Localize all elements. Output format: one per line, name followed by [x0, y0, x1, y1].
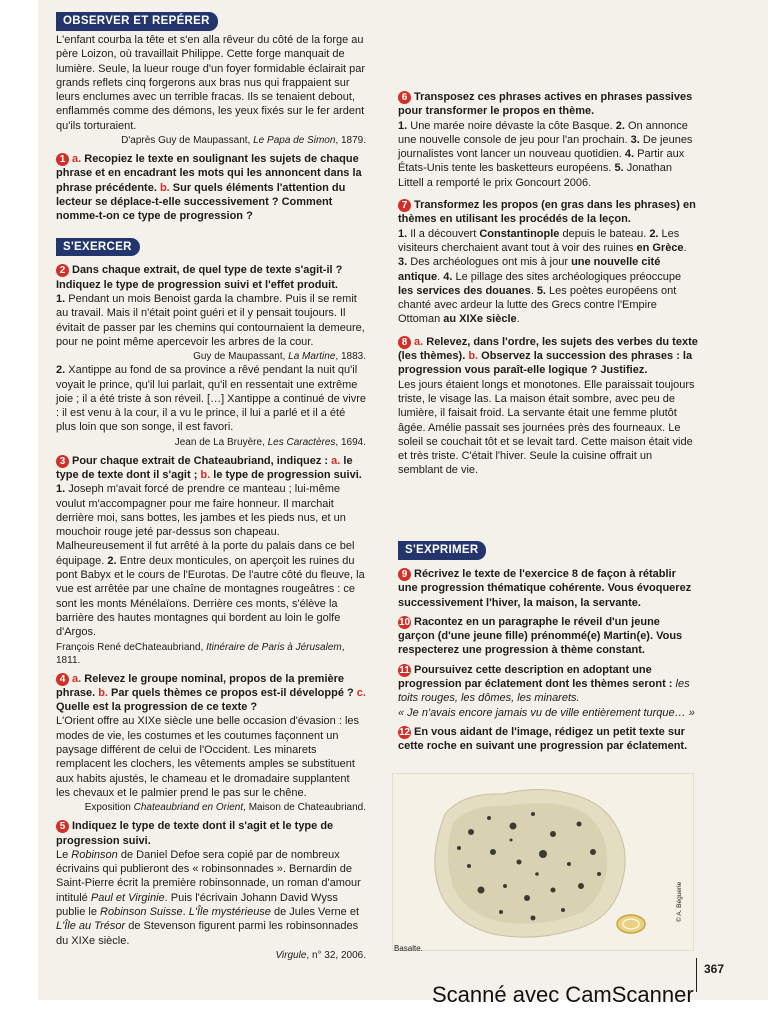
- exercise-1: 1 a. Recopiez le texte en soulignant les sujets de chaque phrase et en encadrant les mots qui les annoncent dans la phrase précédente. b. Sur quels éléments l'attention du lecteur se déplace-t-elle successivement ? Comment nomme-t-on ce type de progression ?: [56, 153, 362, 223]
- exercise-2-source-1: Guy de Maupassant, La Martine, 1883.: [193, 351, 366, 363]
- exercise-11: 11 Poursuivez cette description en adoptant une progression par éclatement dont les thèmes seront : les toits rouges, les dômes, les minarets. « Je n'avais encore jamais vu de ville entièrement turque… »: [398, 663, 695, 719]
- exercise-5-source: Virgule, n° 32, 2006.: [275, 949, 366, 961]
- exercise-3-source: François René deChateaubriand, Itinéraire de Paris à Jérusalem, 1811.: [56, 641, 345, 666]
- intro-source: D'après Guy de Maupassant, Le Papa de Simon, 1879.: [121, 135, 366, 147]
- section-banner-sexercer: S'EXERCER: [56, 238, 140, 257]
- exercise-10: 10 Racontez en un paragraphe le réveil d'un jeune garçon (d'une jeune fille) prénommé(e) Martin(e). Vous respecterez une progression à thème constant.: [398, 615, 683, 657]
- exercise-number-badge: 2: [56, 264, 69, 277]
- basalt-rock-image: [393, 774, 693, 950]
- exercise-12: 12 En vous aidant de l'image, rédigez un petit texte sur cette roche en suivant une progression par éclatement.: [398, 725, 688, 753]
- exercise-5: 5 Indiquez le type de texte dont il s'agit et le type de progression suivi. Le Robinson de Daniel Defoe sera copié par de nombreux écrivains qui publieront des « robinsonnades ». Bernardin de Saint-Pierre écrit la première robinsonnade, un roman d'amour intitulé Paul et Virginie. Puis l'écrivain Johann David Wyss publie le Robinson Suisse. L'Île mystérieuse de Jules Verne et L'Île au Trésor de Stevenson figurent parmi les robinsonnades du XIXe siècle. Virgule, n° 32, 2006.: [56, 820, 366, 961]
- exercise-number-badge: 11: [399, 664, 410, 676]
- exercise-number-badge: 8: [398, 336, 411, 349]
- exercise-number-badge: 6: [398, 91, 411, 104]
- exercise-2: 2 Dans chaque extrait, de quel type de texte s'agit-il ? Indiquez le type de progression suivi et l'effet produit. 1. Pendant un mois Benoist garda la chambre. Puis il se remit au travail. Mais il n'était point guéri et il y pensait toujours. Il évitait de passer par les chemins qui contournaient la demeure, pour ne point même apercevoir les arbres de la cour. Guy de Maupassant, La Martine, 1883. 2. Xantippe au fond de sa province a rêvé pendant la nuit qu'il voyait le prince, qu'il lui parlait, qu'il en ressentait une extrême joie ; il a été triste à son réveil. […] Xantippe a continué de vivre : il est venu à la cour, il a vu le prince, il lui a parlé et il a été plus loin que son songe, il est favori. Jean de La Bruyère, Les Caractères, 1694.: [56, 264, 366, 448]
- exercise-2-source-2: Jean de La Bruyère, Les Caractères, 1694.: [174, 436, 366, 448]
- exercise-3: 3 Pour chaque extrait de Chateaubriand, indiquez : a. le type de texte dont il s'agit ; b. le type de progression suivi. 1. Joseph m'avait forcé de prendre ce manteau ; lui-même voulut m'accompagner pour me faire honneur. Il marchait derrière moi, sans bottes, les jambes et les pieds nus, et un mouchoir rouge jeté par-dessus son chapeau. Malheureusement il fut arrêté à la porte du palais dans ce bel équipage. 2. Entre deux monticules, on aperçoit les ruines du pont Babyx et le cours de l'Eurotas. De l'autre côté du fleuve, la vue est arrêtée par une chaîne de montagnes rougeâtres : ce sont les monts Ménélaïons. Derrière ces monts, s'élève la barrière des hautes montagnes qui bordent au loin le golfe d'Argos. François René deChateaubriand, Itinéraire de Paris à Jérusalem, 1811.: [56, 454, 365, 666]
- photo-credit: © A. Béguerie: [676, 881, 683, 922]
- right-column: [398, 90, 698, 478]
- exercise-8: 8 a. Relevez, dans l'ordre, les sujets des verbes du texte (les thèmes). b. Observez la succession des phrases : la progression vous paraît-elle logique ? Justifiez. Les jours étaient longs et monotones. Elle paraissait toujours triste, le visage las. La maison était sombre, avec peu de lumière, il faisait froid. La servante était une femme plutôt âgée. Amélie passait ses journées près des fourneaux. Le soleil se couchait tôt et se levait tard. Cette maison était vide et très triste. C'était l'hiver. Seule la cuisine offrait un semblant de vie.: [398, 335, 698, 477]
- intro-text: L'enfant courba la tête et s'en alla rêveur du côté de la forge au père Loizon, où travaillait Philippe. Cette forge manquait de lumière. Seule, la lueur rouge d'un foyer formidable éclairait par grands reflets cinq forgerons aux bras nus qui frappaient sur leurs enclumes avec un terrible fracas. Ils se tenaient debout, enflammés comme des démons, les yeux fixés sur le fer ardent qu'ils torturaient.: [56, 33, 366, 132]
- exercise-number-badge: 5: [56, 820, 69, 833]
- right-column-lower: [398, 541, 698, 754]
- exercise-number-badge: 12: [398, 726, 411, 738]
- page-number: 367: [704, 962, 725, 976]
- exercise-number-badge: 10: [398, 616, 411, 628]
- exercise-number-badge: 4: [56, 673, 69, 686]
- scanner-watermark: Scanné avec CamScanner: [432, 982, 694, 1007]
- section-banner-observer: OBSERVER ET REPÉRER: [56, 12, 218, 31]
- exercise-9: 9 Récrivez le texte de l'exercice 8 de façon à rétablir une progression thématique cohérente. Vous évoquerez successivement l'hiver, la maison, la servante.: [398, 567, 692, 609]
- exercise-number-badge: 9: [398, 568, 411, 581]
- exercise-number-badge: 3: [56, 455, 69, 468]
- exercise-6: 6 Transposez ces phrases actives en phrases passives pour transformer le propos en thème. 1. Une marée noire dévaste la côte Basque. 2. On annonce une nouvelle console de jeu pour l'an prochain. 3. De jeunes journalistes vont lancer un nouveau quotidien. 4. Partir aux États-Unis tente les basketteurs européens. 5. Jonathan Littell a remporté le prix Goncourt 2006.: [398, 91, 693, 189]
- exercise-4-source: Exposition Chateaubriand en Orient, Maison de Chateaubriand.: [84, 802, 366, 814]
- figure-caption: Basalte.: [394, 944, 423, 953]
- left-column: [56, 12, 366, 962]
- page-number-rule: [696, 958, 697, 992]
- exercise-4: 4 a. Relevez le groupe nominal, propos de la première phrase. b. Par quels thèmes ce propos est-il développé ? c. Quelle est la progression de ce texte ? L'Orient offre au XIXe siècle une belle occasion d'évasion : les modes de vie, les costumes et les coutumes façonnent un paysage différent de celui de l'Occident. Les minarets remplacent les clochers, les vêtements amples se substituent aux habits ajustés, le chameau et le dromadaire supplantent les chevaux et le palmier prend le pas sur le chêne. Exposition Chateaubriand en Orient, Maison de Chateaubriand.: [56, 672, 366, 814]
- basalt-photo: [392, 773, 694, 951]
- section-banner-sexprimer: S'EXPRIMER: [398, 541, 486, 560]
- exercise-number-badge: 7: [398, 199, 411, 212]
- exercise-number-badge: 1: [56, 153, 69, 166]
- exercise-7: 7 Transformez les propos (en gras dans les phrases) en thèmes en utilisant les procédés de la leçon. 1. Il a découvert Constantinople depuis le bateau. 2. Les visiteurs cherchaient avant tout à voir des ruines en Grèce. 3. Des archéologues ont mis à jour une nouvelle cité antique. 4. Le pillage des sites archéologiques préoccupe les services des douanes. 5. Les poètes européens ont chanté avec ardeur la lutte des Grecs contre l'Empire Ottoman au XIXe siècle.: [398, 199, 696, 326]
